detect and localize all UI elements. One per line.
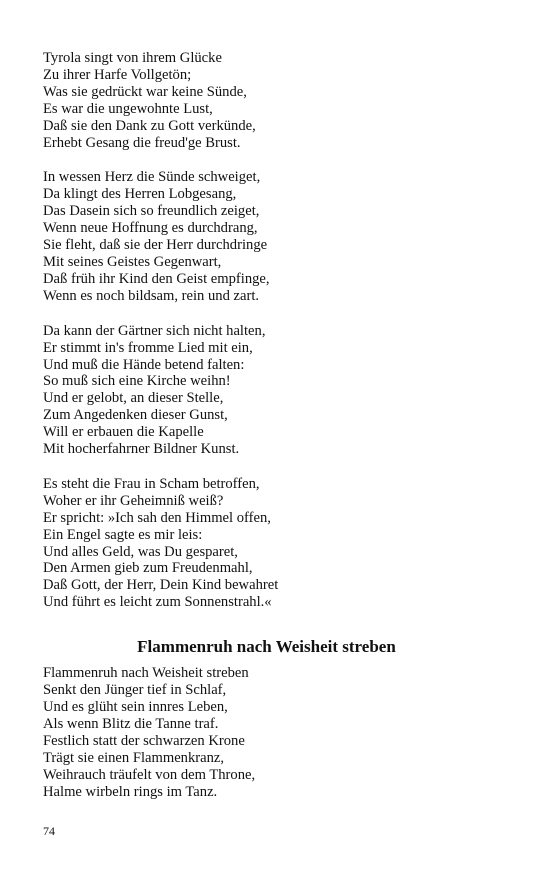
poem-line: Tyrola singt von ihrem Glücke (43, 50, 222, 66)
poem-line: So muß sich eine Kirche weihn! (43, 373, 231, 390)
poem-line: Das Dasein sich so freundlich zeiget, (43, 203, 260, 220)
poem-line: Er stimmt in's fromme Lied mit ein, (43, 339, 253, 356)
poem-title: Flammenruh nach Weisheit streben (137, 637, 396, 657)
poem-line: Trägt sie einen Flammenkranz, (43, 749, 225, 766)
poem-line: Was sie gedrückt war keine Sünde, (43, 83, 247, 100)
stanza (43, 476, 513, 611)
stanza (43, 50, 513, 151)
page-content (43, 50, 513, 818)
poem-line: Und es glüht sein innres Leben, (43, 699, 228, 715)
stanza (43, 323, 513, 458)
poem-line: Wenn es noch bildsam, rein und zart. (43, 287, 260, 304)
poem-line: Sie fleht, daß sie der Herr durchdringe (43, 237, 268, 254)
poem-line: Daß früh ihr Kind den Geist empfinge, (43, 270, 270, 287)
poem-line: Erhebt Gesang die freud'ge Brust. (43, 134, 241, 151)
poem-line: In wessen Herz die Sünde schweiget, (43, 169, 261, 186)
poem-line: Und er gelobt, an dieser Stelle, (43, 390, 224, 407)
stanza (43, 169, 513, 304)
poem-line: Wenn neue Hoffnung es durchdrang, (43, 220, 258, 237)
poem-line: Zum Angedenken dieser Gunst, (43, 407, 228, 424)
poem-line: Flammenruh nach Weisheit streben (43, 665, 249, 682)
poem-line: Den Armen gieb zum Freudenmahl, (43, 560, 253, 577)
poem-line: Woher er ihr Geheimniß weiß? (43, 492, 224, 509)
stanza (43, 665, 513, 800)
poem-line: Mit hocherfahrner Bildner Kunst. (43, 441, 240, 458)
poem-line: Und alles Geld, was Du gesparet, (43, 543, 238, 560)
poem-line: Als wenn Blitz die Tanne traf. (43, 715, 219, 732)
poem-line: Will er erbauen die Kapelle (43, 424, 204, 441)
poem-line: Festlich statt der schwarzen Krone (43, 732, 245, 749)
poem-line: Da klingt des Herren Lobgesang, (43, 186, 237, 203)
poem-line: Ein Engel sagte es mir leis: (43, 526, 203, 543)
poem-line: Daß Gott, der Herr, Dein Kind bewahret (43, 577, 279, 594)
poem-line: Weihrauch träufelt von dem Throne, (43, 766, 256, 783)
poem-line: Halme wirbeln rings im Tanz. (43, 783, 218, 800)
poem-line: Senkt den Jünger tief in Schlaf, (43, 682, 227, 699)
poem-flammenruh (43, 665, 513, 800)
poem-line: Es war die ungewohnte Lust, (43, 100, 213, 117)
poem-line: Es steht die Frau in Scham betroffen, (43, 475, 260, 492)
page-number: 74 (43, 824, 55, 838)
poem-line: Zu ihrer Harfe Vollgetön; (43, 66, 192, 83)
poem-line: Und muß die Hände betend falten: (43, 356, 245, 373)
poem-line: Da kann der Gärtner sich nicht halten, (43, 322, 266, 339)
poem-line: Und führt es leicht zum Sonnenstrahl.« (43, 594, 272, 611)
poem-line: Er spricht: »Ich sah den Himmel offen, (43, 509, 271, 526)
poem-line: Daß sie den Dank zu Gott verkünde, (43, 117, 256, 134)
poem-line: Mit seines Geistes Gegenwart, (43, 253, 222, 270)
poem-tyrola (43, 50, 513, 611)
